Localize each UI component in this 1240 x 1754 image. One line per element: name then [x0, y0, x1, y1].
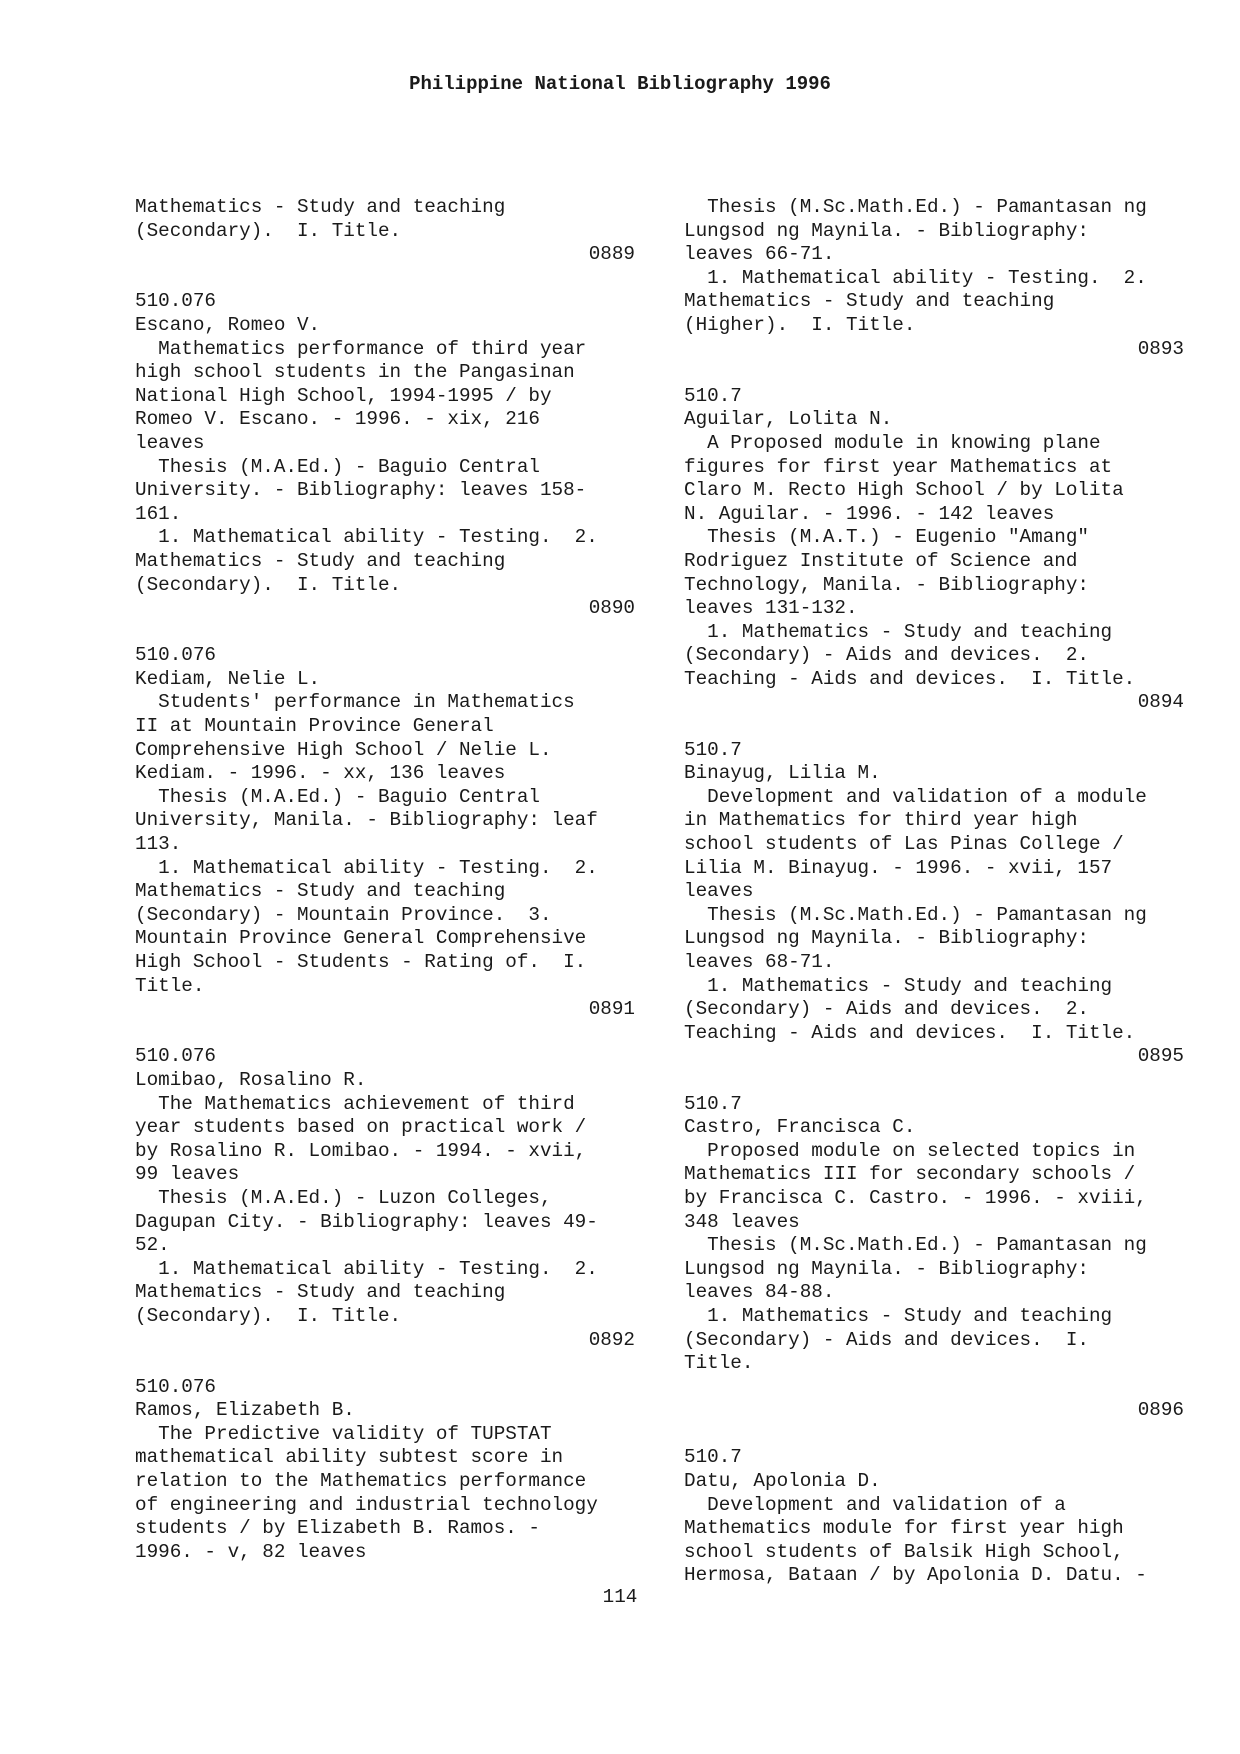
entry-text-line: Thesis (M.Sc.Math.Ed.) - Pamantasan ng	[684, 903, 1147, 926]
entry-text-line: N. Aguilar. - 1996. - 142 leaves	[684, 502, 1055, 525]
blank-line	[684, 1423, 1184, 1447]
entry-text-line: Escano, Romeo V.	[135, 313, 321, 336]
entry-text-line: Students' performance in Mathematics	[135, 691, 575, 714]
entry-text-line: (Secondary) - Aids and devices. I.	[684, 1328, 1089, 1351]
entry-text-line: Lomibao, Rosalino R.	[135, 1068, 367, 1091]
entry-number: 0893	[1137, 337, 1184, 360]
entry-text-line: leaves 84-88.	[684, 1281, 835, 1304]
entry-text-line: Kediam. - 1996. - xx, 136 leaves	[135, 762, 506, 785]
entry-text-line: 510.7	[684, 1092, 742, 1115]
blank-line	[135, 1352, 635, 1376]
entry-text-line: Romeo V. Escano. - 1996. - xix, 216	[135, 408, 540, 431]
entry-text-line: leaves 66-71.	[684, 243, 835, 266]
entry-text-line: The Predictive validity of TUPSTAT	[135, 1422, 552, 1445]
entry-text-line: Development and validation of a module	[684, 785, 1147, 808]
entry-text-line: figures for first year Mathematics at	[684, 455, 1113, 478]
entry-number: 0890	[588, 597, 635, 620]
entry-text-line: Thesis (M.A.T.) - Eugenio "Amang"	[684, 526, 1089, 549]
entry-text-line: A Proposed module in knowing plane	[684, 431, 1101, 454]
entry-text-line: High School - Students - Rating of. I.	[135, 951, 587, 973]
entry-text-line: 1. Mathematics - Study and teaching	[684, 974, 1113, 997]
entry-text-line: Thesis (M.A.Ed.) - Luzon Colleges,	[135, 1186, 552, 1209]
entry-text-line: Aguilar, Lolita N.	[684, 408, 893, 431]
entry-text-line: Technology, Manila. - Bibliography:	[684, 573, 1089, 596]
entry-text-line: Thesis (M.Sc.Math.Ed.) - Pamantasan ng	[684, 1234, 1147, 1257]
entry-number: 0889	[588, 243, 635, 266]
entry-text-line: Comprehensive High School / Nelie L.	[135, 738, 552, 761]
entry-text-line: Hermosa, Bataan / by Apolonia D. Datu. -	[684, 1564, 1147, 1587]
entry-text-line: 348 leaves	[684, 1210, 800, 1233]
blank-line	[684, 1069, 1184, 1093]
entry-text-line: Mathematics - Study and teaching	[135, 1281, 506, 1304]
entry-text-line: in Mathematics for third year high	[684, 809, 1078, 832]
entry-text-line: 510.7	[684, 738, 742, 761]
entry-text-line: 510.076	[135, 1375, 216, 1398]
entry-text-line: Proposed module on selected topics in	[684, 1139, 1136, 1162]
entry-text-line: University, Manila. - Bibliography: leaf	[135, 809, 598, 832]
entry-text-line: Development and validation of a	[684, 1493, 1066, 1516]
entry-text-line: school students of Balsik High School,	[684, 1540, 1124, 1563]
entry-text-line: 1. Mathematical ability - Testing. 2.	[135, 856, 598, 879]
entry-text-line: Mathematics - Study and teaching	[135, 880, 506, 903]
entry-text-line: University. - Bibliography: leaves 158-	[135, 479, 587, 502]
entry-number: 0895	[1137, 1045, 1184, 1068]
entry-text-line: of engineering and industrial technology	[135, 1493, 598, 1516]
entry-text-line: by Rosalino R. Lomibao. - 1994. - xvii,	[135, 1139, 587, 1162]
entry-text-line: Mathematics III for secondary schools /	[684, 1163, 1136, 1186]
entry-text-line: Mathematics - Study and teaching	[684, 290, 1055, 313]
entry-text-line: 510.076	[135, 644, 216, 667]
entry-text-line: Lilia M. Binayug. - 1996. - xvii, 157	[684, 856, 1113, 879]
entry-text-line: leaves	[684, 880, 754, 903]
entry-text-line: Mountain Province General Comprehensive	[135, 927, 587, 950]
entry-number: 0894	[1137, 691, 1184, 714]
entry-text-line: 1. Mathematics - Study and teaching	[684, 1304, 1113, 1327]
entry-text-line: 1. Mathematical ability - Testing. 2.	[135, 526, 598, 549]
entry-text-line: Mathematics - Study and teaching	[135, 196, 506, 218]
entry-text-line: Title.	[135, 974, 205, 997]
entry-text-line: mathematical ability subtest score in	[135, 1446, 564, 1469]
entry-text-line: Datu, Apolonia D.	[684, 1470, 881, 1493]
entry-text-line: 161.	[135, 502, 182, 525]
entry-text-line: 1. Mathematics - Study and teaching	[684, 620, 1113, 643]
entry-text-line: The Mathematics achievement of third	[135, 1092, 575, 1115]
entry-text-line: Ramos, Elizabeth B.	[135, 1399, 355, 1422]
entry-text-line: Teaching - Aids and devices. I. Title.	[684, 667, 1136, 690]
entry-text-line: Mathematics - Study and teaching	[135, 549, 506, 572]
entry-text-line: leaves 68-71.	[684, 951, 835, 973]
entry-text-line: Thesis (M.A.Ed.) - Baguio Central	[135, 785, 540, 808]
entry-text-line: (Higher). I. Title.	[684, 313, 916, 336]
entry-text-line: Lungsod ng Maynila. - Bibliography:	[684, 1257, 1089, 1280]
blank-line	[684, 361, 1184, 385]
entry-text-line: students / by Elizabeth B. Ramos. -	[135, 1517, 540, 1540]
blank-line	[135, 1022, 635, 1046]
entry-text-line: Teaching - Aids and devices. I. Title.	[684, 1021, 1136, 1044]
blank-line	[684, 715, 1184, 739]
entry-text-line: Claro M. Recto High School / by Lolita	[684, 479, 1124, 502]
entry-number: 0891	[588, 998, 635, 1021]
entry-text-line: Rodriguez Institute of Science and	[684, 549, 1078, 572]
blank-line	[135, 621, 635, 645]
entry-text-line: 510.7	[684, 384, 742, 407]
entry-text-line: Thesis (M.Sc.Math.Ed.) - Pamantasan ng	[684, 196, 1147, 218]
entry-number: 0892	[588, 1328, 635, 1351]
entry-text-line: 1. Mathematical ability - Testing. 2.	[135, 1257, 598, 1280]
entry-text-line: II at Mountain Province General	[135, 715, 494, 738]
entry-text-line: (Secondary). I. Title.	[135, 1304, 402, 1327]
entry-text-line: Castro, Francisca C.	[684, 1116, 916, 1139]
page-header-title: Philippine National Bibliography 1996	[409, 73, 831, 95]
left-column	[135, 196, 635, 1564]
entry-text-line: National High School, 1994-1995 / by	[135, 384, 552, 407]
entry-text-line: by Francisca C. Castro. - 1996. - xviii,	[684, 1186, 1147, 1209]
entry-text-line: Lungsod ng Maynila. - Bibliography:	[684, 927, 1089, 950]
entry-text-line: Mathematics module for first year high	[684, 1517, 1124, 1540]
entry-text-line: Dagupan City. - Bibliography: leaves 49-	[135, 1210, 598, 1233]
entry-text-line: (Secondary). I. Title.	[135, 573, 402, 596]
blank-line	[684, 1376, 1184, 1400]
entry-text-line: 510.076	[135, 290, 216, 313]
entry-text-line: 510.7	[684, 1446, 742, 1469]
entry-text-line: Binayug, Lilia M.	[684, 762, 881, 785]
entry-text-line: Kediam, Nelie L.	[135, 667, 321, 690]
entry-text-line: high school students in the Pangasinan	[135, 361, 575, 384]
blank-line	[135, 267, 635, 291]
entry-text-line: 1. Mathematical ability - Testing. 2.	[684, 266, 1147, 289]
right-column	[684, 196, 1184, 1588]
entry-text-line: 52.	[135, 1234, 170, 1257]
entry-text-line: 113.	[135, 833, 182, 856]
entry-text-line: 99 leaves	[135, 1163, 240, 1186]
entry-text-line: (Secondary) - Aids and devices. 2.	[684, 644, 1089, 667]
entry-text-line: leaves 131-132.	[684, 597, 858, 620]
entry-text-line: 510.076	[135, 1045, 216, 1068]
entry-text-line: school students of Las Pinas College /	[684, 833, 1124, 856]
page-number: 114	[602, 1586, 638, 1608]
entry-text-line: (Secondary) - Aids and devices. 2.	[684, 998, 1089, 1021]
entry-text-line: (Secondary). I. Title.	[135, 219, 402, 242]
entry-text-line: relation to the Mathematics performance	[135, 1470, 587, 1493]
entry-text-line: Thesis (M.A.Ed.) - Baguio Central	[135, 455, 540, 478]
entry-text-line: leaves	[135, 431, 205, 454]
entry-number: 0896	[1137, 1399, 1184, 1422]
entry-text-line: Title.	[684, 1352, 754, 1375]
entry-text-line: year students based on practical work /	[135, 1116, 587, 1139]
entry-text-line: Lungsod ng Maynila. - Bibliography:	[684, 219, 1089, 242]
entry-text-line: (Secondary) - Mountain Province. 3.	[135, 903, 552, 926]
entry-text-line: Mathematics performance of third year	[135, 337, 587, 360]
entry-text-line: 1996. - v, 82 leaves	[135, 1540, 367, 1563]
